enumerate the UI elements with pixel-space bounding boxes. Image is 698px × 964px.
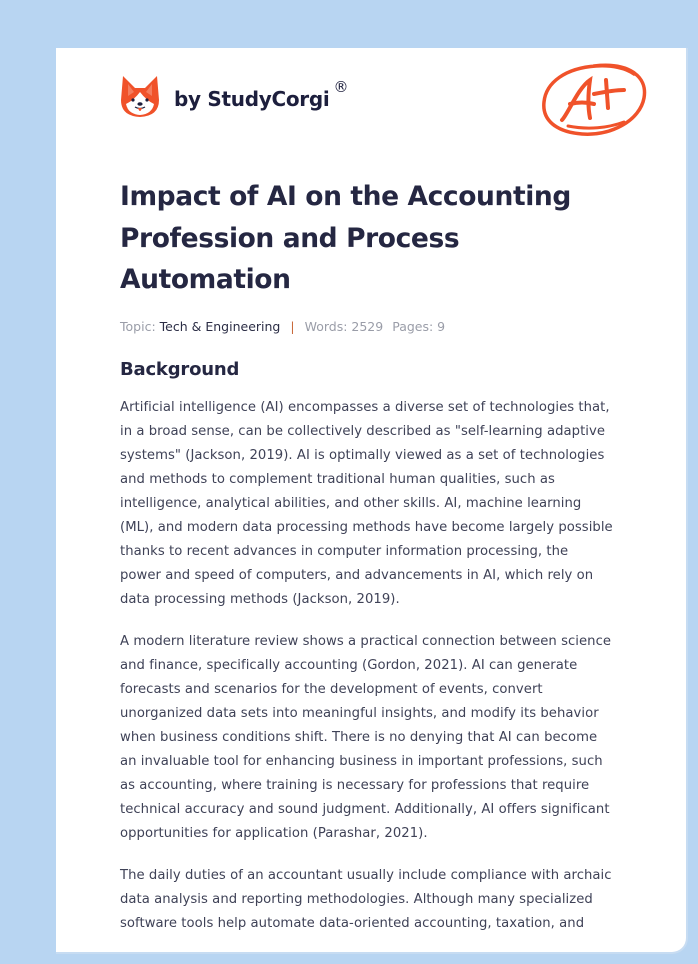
text-line: The daily duties of an accountant usually include compliance with archaic — [120, 867, 612, 883]
text-line: software tools help automate data-oriented accounting, taxation, and — [120, 915, 585, 931]
text-line: intelligence, analytical abilities, and other skills. AI, machine learning — [120, 495, 582, 511]
document-meta — [120, 319, 632, 334]
paragraph — [120, 396, 632, 612]
text-line: and methods to complement traditional human qualities, such as — [120, 471, 555, 487]
section-heading-background: Background — [120, 358, 240, 380]
paragraph — [120, 630, 632, 846]
text-line: as accounting, where training is necessary for professions that require — [120, 777, 590, 793]
text-line: technical accuracy and sound judgment. Additionally, AI offers significant — [120, 801, 610, 817]
paragraph — [120, 864, 632, 936]
text-line: opportunities for application (Parashar, 2021). — [120, 825, 428, 841]
text-line: (ML), and modern data processing methods have become largely possible — [120, 519, 613, 535]
title-line: Automation — [120, 264, 291, 295]
text-line: data analysis and reporting methodologies. Although many specialized — [120, 891, 593, 907]
text-line: an invaluable tool for enhancing business in important professions, such — [120, 753, 603, 769]
topic-label: Topic: — [120, 318, 156, 334]
text-line: thanks to recent advances in computer information processing, the — [120, 543, 569, 559]
corgi-icon — [120, 74, 160, 118]
page-count: Pages: 9 — [392, 318, 446, 334]
text-line: and finance, specifically accounting (Gordon, 2021). AI can generate — [120, 657, 578, 673]
text-line: in a broad sense, can be collectively described as "self-learning adaptive — [120, 423, 606, 439]
page-header — [56, 48, 686, 158]
text-line: A modern literature review shows a practical connection between science — [120, 633, 612, 649]
a-plus-badge — [538, 58, 650, 147]
registered-mark: ® — [333, 78, 349, 96]
word-count: Words: 2529 — [304, 318, 384, 334]
document-content — [120, 176, 632, 936]
text-line: Artificial intelligence (AI) encompasses a diverse set of technologies that, — [120, 399, 610, 415]
logo-text: by StudyCorgi — [174, 87, 330, 111]
meta-separator: | — [290, 318, 295, 334]
document-title — [120, 176, 632, 301]
text-line: data processing methods (Jackson, 2019). — [120, 591, 400, 607]
text-line: forecasts and scenarios for the development of events, convert — [120, 681, 543, 697]
text-line: when business conditions shift. There is no denying that AI can become — [120, 729, 598, 745]
text-line: systems" (Jackson, 2019). AI is optimally viewed as a set of technologies — [120, 447, 605, 463]
text-line: power and speed of computers, and advancements in AI, which rely on — [120, 567, 594, 583]
title-line: Impact of AI on the Accounting — [120, 181, 571, 212]
text-line: unorganized data sets into meaningful insights, and modify its behavior — [120, 705, 599, 721]
studycorgi-logo[interactable] — [120, 74, 348, 118]
document-page — [56, 48, 686, 952]
a-plus-grade-icon — [538, 58, 650, 142]
topic-link[interactable]: Tech & Engineering — [159, 318, 281, 334]
title-line: Profession and Process — [120, 222, 460, 254]
